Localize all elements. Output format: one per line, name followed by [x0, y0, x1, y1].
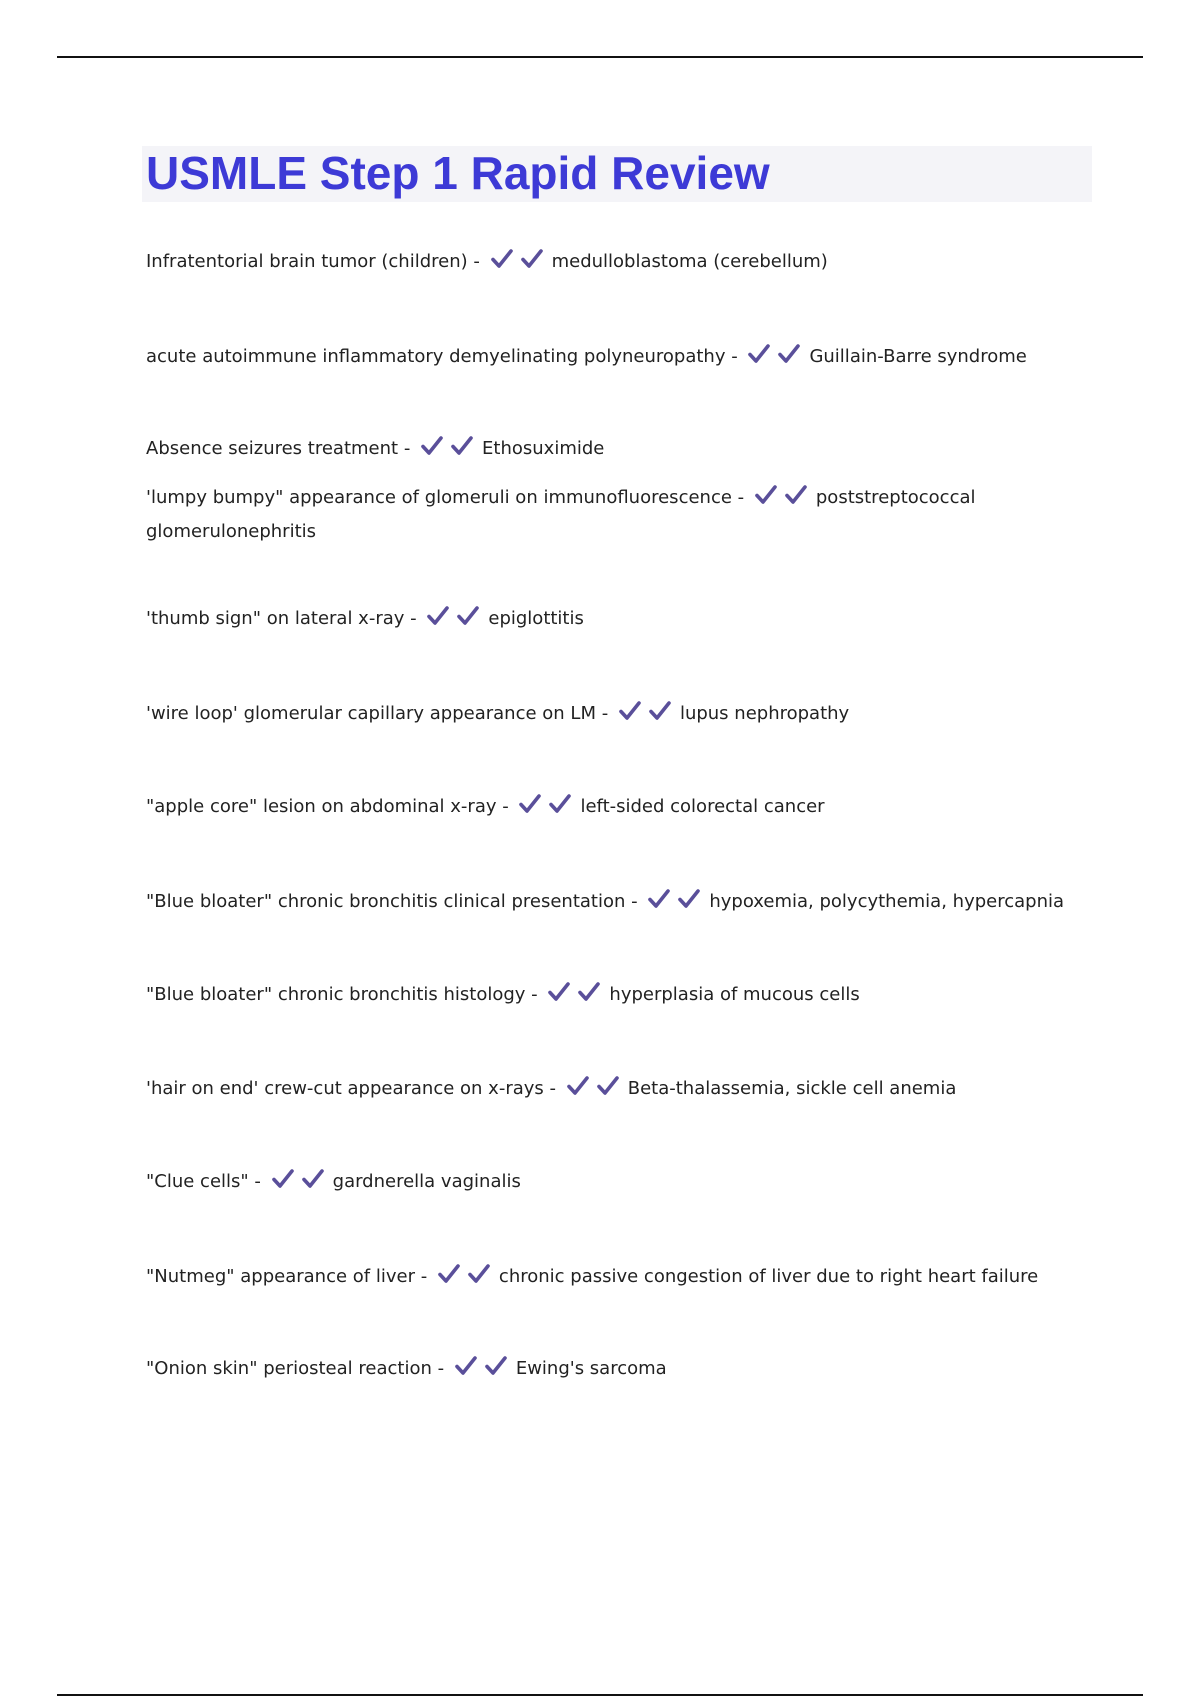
separator: - [725, 346, 744, 367]
checkmark-icon [777, 342, 801, 366]
checkmarks [454, 1354, 514, 1388]
review-question: "Blue bloater" chronic bronchitis clinical presentation [146, 891, 626, 912]
checkmarks [518, 792, 578, 826]
checkmarks [547, 980, 607, 1014]
review-answer: lupus nephropathy [679, 703, 850, 724]
review-item [146, 604, 1076, 638]
review-item [146, 1074, 1076, 1108]
review-answer: Ewing's sarcoma [515, 1358, 667, 1379]
review-answer: hypoxemia, polycythemia, hypercapnia [709, 891, 1065, 912]
review-item [146, 342, 1076, 376]
checkmarks [754, 483, 814, 517]
review-item [146, 1262, 1076, 1296]
review-answer: epiglottitis [488, 608, 584, 629]
checkmarks [747, 342, 807, 376]
checkmarks [566, 1074, 626, 1108]
review-answer: chronic passive congestion of liver due to right heart failure [498, 1266, 1039, 1287]
checkmark-icon [754, 483, 778, 507]
review-question: 'hair on end' crew-cut appearance on x-rays [146, 1078, 544, 1099]
review-question: Infratentorial brain tumor (children) [146, 251, 468, 272]
review-item [146, 792, 1076, 826]
checkmarks [420, 434, 480, 468]
checkmark-icon [271, 1167, 295, 1191]
checkmarks [437, 1262, 497, 1296]
checkmark-icon [484, 1354, 508, 1378]
review-item [146, 887, 1076, 921]
review-question: 'lumpy bumpy" appearance of glomeruli on immunofluorescence [146, 487, 732, 508]
review-question: "Clue cells" [146, 1171, 249, 1192]
checkmark-icon [426, 604, 450, 628]
review-question: "Blue bloater" chronic bronchitis histology [146, 984, 526, 1005]
separator: - [496, 796, 515, 817]
top-rule [57, 56, 1143, 58]
review-answer: gardnerella vaginalis [332, 1171, 521, 1192]
review-question: "Onion skin" periosteal reaction [146, 1358, 432, 1379]
bottom-rule [57, 1694, 1143, 1696]
review-question: acute autoimmune inflammatory demyelinating polyneuropathy [146, 346, 726, 367]
checkmark-icon [784, 483, 808, 507]
checkmark-icon [566, 1074, 590, 1098]
checkmark-icon [548, 792, 572, 816]
checkmark-icon [747, 342, 771, 366]
review-item [146, 699, 1076, 733]
checkmark-icon [547, 980, 571, 1004]
checkmark-icon [437, 1262, 461, 1286]
separator: - [543, 1078, 562, 1099]
review-item [146, 1167, 1076, 1201]
review-answer: medulloblastoma (cerebellum) [551, 251, 828, 272]
checkmarks [647, 887, 707, 921]
review-item [146, 434, 1076, 468]
review-item [146, 1354, 1076, 1388]
review-item [146, 247, 1076, 281]
checkmark-icon [490, 247, 514, 271]
review-question: 'thumb sign" on lateral x-ray [146, 608, 405, 629]
checkmarks [490, 247, 550, 281]
review-answer: Beta-thalassemia, sickle cell anemia [627, 1078, 957, 1099]
review-question: "Nutmeg" appearance of liver [146, 1266, 415, 1287]
checkmark-icon [647, 887, 671, 911]
checkmark-icon [450, 434, 474, 458]
review-question: 'wire loop' glomerular capillary appearance on LM [146, 703, 596, 724]
separator: - [398, 438, 417, 459]
review-item [146, 483, 1076, 547]
checkmark-icon [677, 887, 701, 911]
review-item [146, 980, 1076, 1014]
separator: - [731, 487, 750, 508]
separator: - [525, 984, 544, 1005]
review-answer: poststreptococcal glomerulonephritis [146, 487, 976, 542]
separator: - [467, 251, 486, 272]
review-question: "apple core" lesion on abdominal x-ray [146, 796, 497, 817]
checkmarks [426, 604, 486, 638]
review-question: Absence seizures treatment [146, 438, 399, 459]
checkmark-icon [520, 247, 544, 271]
separator: - [404, 608, 423, 629]
checkmark-icon [467, 1262, 491, 1286]
separator: - [625, 891, 644, 912]
checkmark-icon [456, 604, 480, 628]
checkmarks [271, 1167, 331, 1201]
checkmark-icon [518, 792, 542, 816]
checkmark-icon [301, 1167, 325, 1191]
checkmark-icon [618, 699, 642, 723]
page-title: USMLE Step 1 Rapid Review [146, 147, 770, 199]
review-answer: hyperplasia of mucous cells [609, 984, 860, 1005]
checkmark-icon [454, 1354, 478, 1378]
review-answer: Guillain-Barre syndrome [809, 346, 1027, 367]
checkmark-icon [648, 699, 672, 723]
review-answer: left-sided colorectal cancer [580, 796, 825, 817]
separator: - [431, 1358, 450, 1379]
checkmark-icon [596, 1074, 620, 1098]
checkmark-icon [420, 434, 444, 458]
review-answer: Ethosuximide [482, 438, 605, 459]
separator: - [414, 1266, 433, 1287]
separator: - [595, 703, 614, 724]
checkmark-icon [577, 980, 601, 1004]
checkmarks [618, 699, 678, 733]
separator: - [248, 1171, 267, 1192]
